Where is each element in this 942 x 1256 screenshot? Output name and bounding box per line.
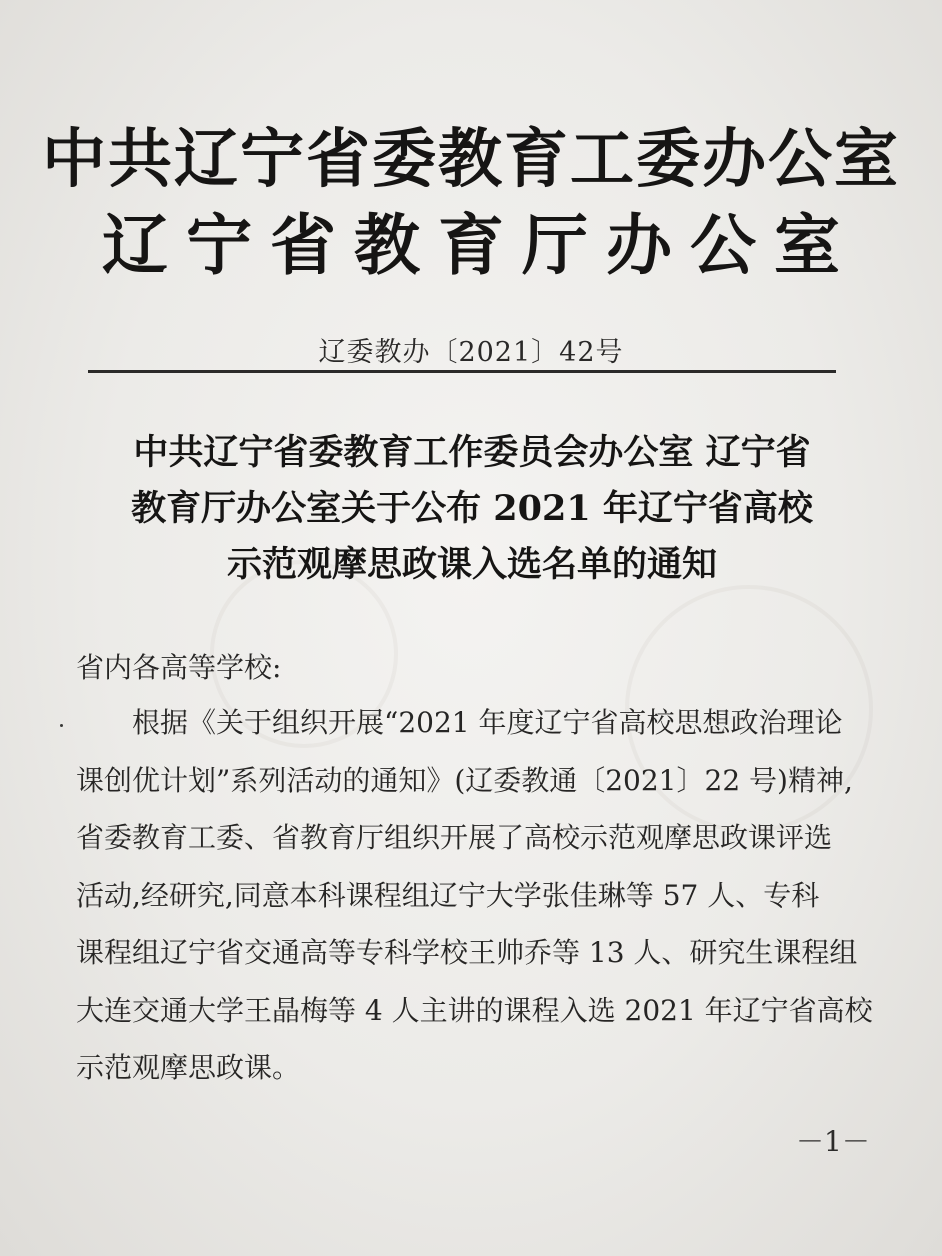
body-line: 示范观摩思政课。 bbox=[76, 1051, 301, 1084]
body-line: 课程组辽宁省交通高等专科学校王帅乔等 13 人、研究生课程组 bbox=[76, 936, 858, 969]
issuer-header-line-2: 辽宁省教育厅办公室 bbox=[102, 206, 858, 284]
body-line: 活动,经研究,同意本科课程组辽宁大学张佳琳等 57 人、专科 bbox=[76, 878, 820, 912]
notice-title-line: 示范观摩思政课入选名单的通知 bbox=[226, 544, 717, 585]
header-divider-rule bbox=[88, 370, 836, 373]
document-number: 辽委教办〔2021〕42号 bbox=[318, 337, 624, 368]
body-line: 根据《关于组织开展“2021 年度辽宁省高校思想政治理论 bbox=[132, 706, 843, 739]
notice-title bbox=[92, 425, 852, 593]
body-line: 大连交通大学王晶梅等 4 人主讲的课程入选 2021 年辽宁省高校 bbox=[76, 993, 873, 1027]
salutation: 省内各高等学校: bbox=[76, 651, 282, 684]
notice-title-line: 中共辽宁省委教育工作委员会办公室 辽宁省 bbox=[133, 432, 811, 473]
body-line: 课创优计划”系列活动的通知》(辽委教通〔2021〕22 号)精神, bbox=[76, 763, 853, 797]
page-number: －1－ bbox=[796, 1125, 870, 1158]
notice-body bbox=[76, 694, 873, 1097]
notice-title-line: 教育厅办公室关于公布 2021 年辽宁省高校 bbox=[131, 488, 813, 529]
body-line: 省委教育工委、省教育厅组织开展了高校示范观摩思政课评选 bbox=[76, 821, 833, 854]
issuer-header-line-1: 中共辽宁省委教育工委办公室 bbox=[42, 122, 900, 197]
ink-speck bbox=[60, 724, 63, 727]
